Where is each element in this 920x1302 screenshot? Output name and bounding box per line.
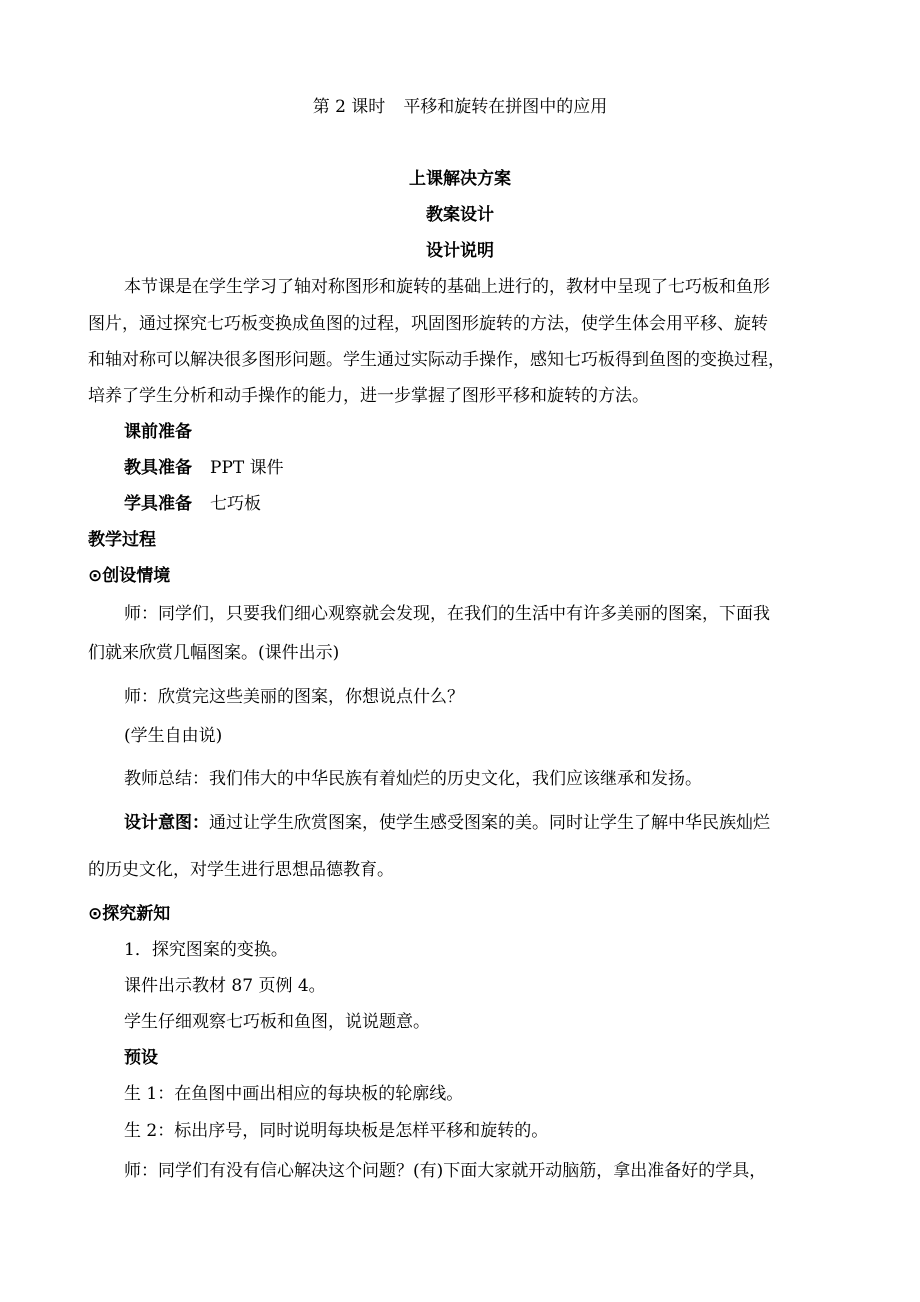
section1-p1-line1: 师：同学们，只要我们细心观察就会发现，在我们的生活中有许多美丽的图案，下面我 <box>124 604 770 624</box>
lesson-number: 第 2 课时 <box>312 97 386 117</box>
teacher-line: 师：同学们有没有信心解决这个问题？(有)下面大家就开动脑筋，拿出准备好的学具， <box>124 1161 767 1181</box>
design-intent-label: 设计意图： <box>124 813 209 833</box>
design-intent-line2: 的历史文化，对学生进行思想品德教育。 <box>88 860 394 880</box>
prep-teacher-value: PPT 课件 <box>210 458 284 478</box>
prep-student-value: 七巧板 <box>210 494 261 514</box>
intro-line-3: 和轴对称可以解决很多图形问题。学生通过实际动手操作，感知七巧板得到鱼图的变换过程， <box>88 350 785 370</box>
prep-student <box>124 493 261 515</box>
section1-heading: ⊙创设情境 <box>88 566 171 586</box>
intro-line-1: 本节课是在学生学习了轴对称图形和旋转的基础上进行的，教材中呈现了七巧板和鱼形 <box>124 277 770 297</box>
process-heading: 教学过程 <box>88 530 156 550</box>
design-intent-line1 <box>124 812 770 834</box>
section1-p1-line2: 们就来欣赏几幅图案。(课件出示) <box>88 643 340 663</box>
section2-l2: 课件出示教材 87 页例 4。 <box>124 976 326 996</box>
prep-teacher <box>124 457 284 479</box>
prep-student-label: 学具准备 <box>124 494 192 514</box>
student-2: 生 2：标出序号，同时说明每块板是怎样平移和旋转的。 <box>124 1121 549 1141</box>
heading-notes: 设计说明 <box>426 241 494 261</box>
section2-l1: 1．探究图案的变换。 <box>124 940 288 960</box>
heading-solution: 上课解决方案 <box>409 169 511 189</box>
intro-line-4: 培养了学生分析和动手操作的能力，进一步掌握了图形平移和旋转的方法。 <box>88 386 649 406</box>
section2-l3: 学生仔细观察七巧板和鱼图，说说题意。 <box>124 1012 430 1032</box>
prep-heading: 课前准备 <box>124 422 192 442</box>
section1-p3: (学生自由说) <box>124 726 223 746</box>
lesson-topic: 平移和旋转在拼图中的应用 <box>403 97 608 117</box>
prep-teacher-label: 教具准备 <box>124 458 192 478</box>
design-intent-text-1 <box>124 813 770 833</box>
preset-heading: 预设 <box>124 1048 158 1068</box>
student-1: 生 1：在鱼图中画出相应的每块板的轮廓线。 <box>124 1084 464 1104</box>
lesson-title <box>0 96 920 118</box>
section1-p2: 师：欣赏完这些美丽的图案，你想说点什么？ <box>124 687 464 707</box>
intro-line-2: 图片，通过探究七巧板变换成鱼图的过程，巩固图形旋转的方法，使学生体会用平移、旋转 <box>88 314 768 334</box>
section2-heading: ⊙探究新知 <box>88 904 171 924</box>
section1-p4: 教师总结：我们伟大的中华民族有着灿烂的历史文化，我们应该继承和发扬。 <box>124 769 702 789</box>
design-intent-body: 通过让学生欣赏图案，使学生感受图案的美。同时让学生了解中华民族灿烂 <box>209 813 770 833</box>
heading-plan: 教案设计 <box>426 205 494 225</box>
